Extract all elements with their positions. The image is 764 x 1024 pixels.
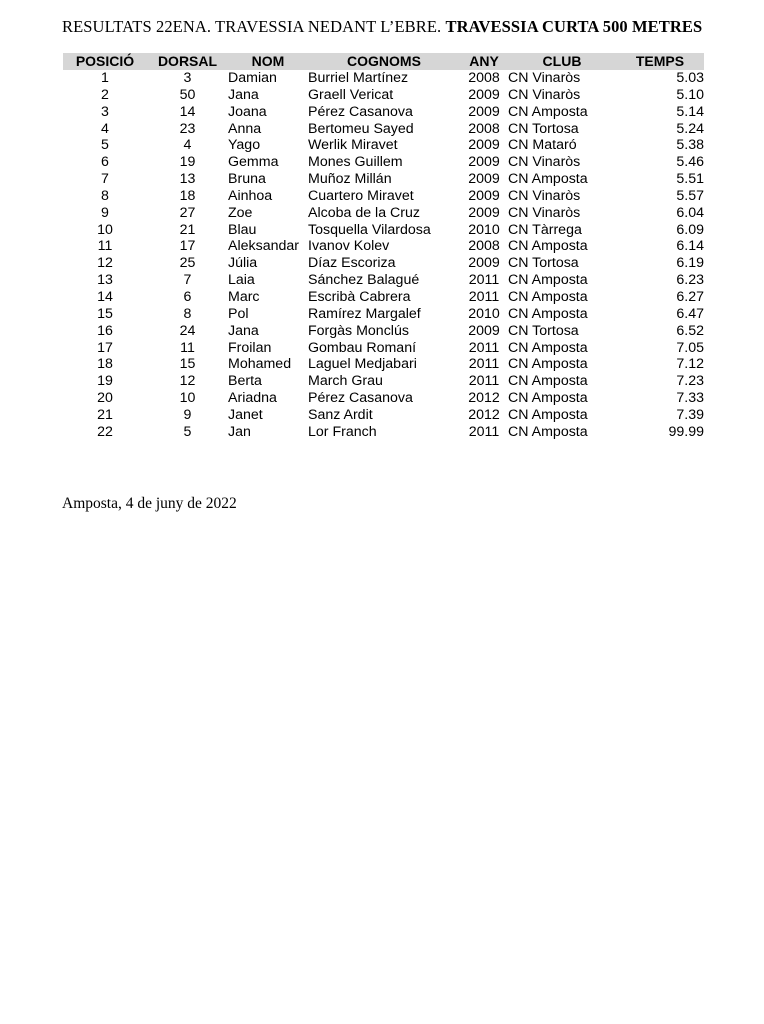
- cell-dorsal: 7: [183, 272, 192, 289]
- cell-temps: 5.03: [676, 70, 704, 86]
- results-table: [63, 53, 704, 441]
- cell-posicio: 22: [97, 423, 113, 440]
- cell-temps: 7.12: [676, 356, 704, 373]
- cell-dorsal: 19: [179, 154, 196, 171]
- cell-dorsal: 15: [179, 356, 196, 373]
- cell-nom: Bruna: [228, 171, 266, 188]
- table-row: [63, 222, 704, 239]
- cell-temps: 5.10: [676, 86, 704, 103]
- cell-cognoms: Alcoba de la Cruz: [308, 204, 420, 221]
- cell-nom: Pol: [228, 305, 249, 322]
- cell-posicio: 17: [97, 339, 113, 356]
- cell-cognoms: Pérez Casanova: [308, 103, 413, 120]
- cell-any: 2009: [468, 187, 500, 204]
- cell-nom: Júlia: [228, 255, 258, 272]
- table-row: [63, 171, 704, 188]
- header-club: CLUB: [508, 53, 616, 70]
- cell-posicio: 6: [101, 154, 109, 171]
- cell-nom: Ariadna: [228, 390, 277, 407]
- cell-club: CN Tortosa: [508, 322, 579, 339]
- document-title: [62, 17, 702, 37]
- table-row: [63, 121, 704, 138]
- cell-posicio: 11: [97, 238, 113, 255]
- cell-any: 2009: [468, 171, 500, 188]
- cell-nom: Aleksandar: [228, 238, 299, 255]
- cell-cognoms: Bertomeu Sayed: [308, 120, 414, 137]
- cell-cognoms: Tosquella Vilardosa: [308, 221, 431, 238]
- cell-cognoms: Laguel Medjabari: [308, 356, 417, 373]
- table-row: [63, 205, 704, 222]
- cell-posicio: 10: [97, 221, 113, 238]
- cell-any: 2011: [468, 373, 500, 390]
- cell-temps: 5.57: [676, 187, 704, 204]
- cell-posicio: 18: [97, 356, 113, 373]
- cell-club: CN Tortosa: [508, 120, 579, 137]
- header-dorsal: DORSAL: [147, 53, 228, 70]
- table-header-row: [63, 53, 704, 70]
- cell-dorsal: 4: [183, 137, 192, 154]
- header-posicio: POSICIÓ: [63, 53, 147, 70]
- table-row: [63, 390, 704, 407]
- cell-nom: Ainhoa: [228, 187, 273, 204]
- cell-temps: 6.23: [676, 272, 704, 289]
- cell-dorsal: 27: [179, 204, 196, 221]
- table-row: [63, 373, 704, 390]
- cell-club: CN Vinaròs: [508, 204, 581, 221]
- cell-temps: 6.52: [676, 322, 704, 339]
- table-row: [63, 137, 704, 154]
- cell-nom: Berta: [228, 373, 262, 390]
- cell-club: CN Amposta: [508, 423, 588, 440]
- cell-dorsal: 18: [179, 187, 196, 204]
- cell-nom: Joana: [228, 103, 267, 120]
- cell-nom: Froilan: [228, 339, 272, 356]
- cell-nom: Zoe: [228, 204, 253, 221]
- cell-cognoms: Cuartero Miravet: [308, 187, 414, 204]
- cell-any: 2012: [468, 406, 500, 423]
- cell-dorsal: 8: [183, 305, 192, 322]
- table-row: [63, 289, 704, 306]
- cell-temps: 7.05: [676, 339, 704, 356]
- cell-nom: Gemma: [228, 154, 279, 171]
- cell-dorsal: 17: [179, 238, 196, 255]
- title-bold: TRAVESSIA CURTA 500 METRES: [445, 17, 703, 36]
- cell-cognoms: Mones Guillem: [308, 154, 403, 171]
- cell-cognoms: Ramírez Margalef: [308, 305, 421, 322]
- cell-dorsal: 24: [179, 322, 196, 339]
- header-nom: NOM: [228, 53, 308, 70]
- cell-club: CN Amposta: [508, 406, 588, 423]
- cell-club: CN Amposta: [508, 373, 588, 390]
- cell-cognoms: Forgàs Monclús: [308, 322, 409, 339]
- cell-dorsal: 3: [183, 70, 192, 86]
- cell-club: CN Amposta: [508, 305, 588, 322]
- cell-any: 2008: [468, 70, 500, 86]
- cell-temps: 7.33: [676, 390, 704, 407]
- cell-dorsal: 14: [179, 103, 196, 120]
- cell-any: 2009: [468, 137, 500, 154]
- cell-posicio: 1: [101, 70, 109, 86]
- cell-temps: 5.46: [676, 154, 704, 171]
- cell-temps: 5.38: [676, 137, 704, 154]
- cell-club: CN Amposta: [508, 339, 588, 356]
- header-temps: TEMPS: [616, 53, 704, 70]
- cell-posicio: 4: [101, 120, 109, 137]
- cell-cognoms: Sánchez Balagué: [308, 272, 420, 289]
- table-row: [63, 340, 704, 357]
- cell-club: CN Vinaròs: [508, 154, 581, 171]
- cell-any: 2011: [468, 356, 500, 373]
- cell-club: CN Amposta: [508, 103, 588, 120]
- cell-any: 2011: [468, 339, 500, 356]
- cell-any: 2010: [468, 305, 500, 322]
- table-row: [63, 272, 704, 289]
- cell-cognoms: Muñoz Millán: [308, 171, 392, 188]
- cell-any: 2009: [468, 204, 500, 221]
- cell-posicio: 13: [97, 272, 113, 289]
- cell-club: CN Amposta: [508, 171, 588, 188]
- cell-club: CN Mataró: [508, 137, 577, 154]
- cell-temps: 99.99: [668, 423, 704, 440]
- cell-cognoms: Burriel Martínez: [308, 70, 409, 86]
- cell-club: CN Tàrrega: [508, 221, 582, 238]
- table-row: [63, 104, 704, 121]
- table-row: [63, 407, 704, 424]
- cell-any: 2012: [468, 390, 500, 407]
- cell-any: 2011: [468, 272, 500, 289]
- document-footer: Amposta, 4 de juny de 2022: [62, 495, 237, 512]
- cell-posicio: 8: [101, 187, 109, 204]
- cell-dorsal: 12: [179, 373, 196, 390]
- cell-nom: Mohamed: [228, 356, 292, 373]
- table-row: [63, 356, 704, 373]
- cell-posicio: 2: [101, 86, 109, 103]
- cell-cognoms: Werlik Miravet: [308, 137, 398, 154]
- cell-club: CN Amposta: [508, 356, 588, 373]
- table-row: [63, 70, 704, 87]
- cell-temps: 6.19: [676, 255, 704, 272]
- cell-club: CN Vinaròs: [508, 86, 581, 103]
- cell-nom: Laia: [228, 272, 255, 289]
- cell-dorsal: 13: [179, 171, 196, 188]
- cell-posicio: 14: [97, 288, 113, 305]
- cell-temps: 5.24: [676, 120, 704, 137]
- cell-posicio: 19: [97, 373, 113, 390]
- cell-posicio: 9: [101, 204, 109, 221]
- cell-dorsal: 5: [183, 423, 192, 440]
- table-row: [63, 424, 704, 441]
- table-row: [63, 188, 704, 205]
- cell-dorsal: 23: [179, 120, 196, 137]
- cell-club: CN Amposta: [508, 238, 588, 255]
- cell-club: CN Tortosa: [508, 255, 579, 272]
- cell-dorsal: 9: [183, 406, 192, 423]
- cell-club: CN Amposta: [508, 272, 588, 289]
- cell-cognoms: Pérez Casanova: [308, 390, 413, 407]
- cell-any: 2009: [468, 103, 500, 120]
- cell-nom: Marc: [228, 288, 260, 305]
- results-body: [63, 70, 704, 441]
- cell-any: 2008: [468, 238, 500, 255]
- cell-temps: 7.39: [676, 406, 704, 423]
- cell-dorsal: 25: [179, 255, 196, 272]
- cell-nom: Jan: [228, 423, 251, 440]
- cell-nom: Damian: [228, 70, 277, 86]
- cell-club: CN Vinaròs: [508, 70, 581, 86]
- cell-cognoms: March Grau: [308, 373, 383, 390]
- cell-posicio: 16: [97, 322, 113, 339]
- cell-temps: 5.14: [676, 103, 704, 120]
- table-row: [63, 323, 704, 340]
- cell-nom: Blau: [228, 221, 257, 238]
- cell-nom: Jana: [228, 86, 259, 103]
- cell-cognoms: Escribà Cabrera: [308, 288, 411, 305]
- cell-dorsal: 6: [183, 288, 192, 305]
- cell-nom: Yago: [228, 137, 261, 154]
- cell-nom: Jana: [228, 322, 259, 339]
- cell-temps: 7.23: [676, 373, 704, 390]
- table-row: [63, 306, 704, 323]
- header-cognoms: COGNOMS: [308, 53, 460, 70]
- cell-nom: Janet: [228, 406, 263, 423]
- cell-temps: 5.51: [676, 171, 704, 188]
- cell-any: 2011: [468, 288, 500, 305]
- cell-club: CN Amposta: [508, 288, 588, 305]
- cell-posicio: 20: [97, 390, 113, 407]
- cell-cognoms: Gombau Romaní: [308, 339, 417, 356]
- cell-temps: 6.04: [676, 204, 704, 221]
- cell-posicio: 12: [97, 255, 113, 272]
- table-row: [63, 154, 704, 171]
- cell-temps: 6.27: [676, 288, 704, 305]
- cell-any: 2009: [468, 322, 500, 339]
- cell-dorsal: 10: [179, 390, 196, 407]
- cell-temps: 6.47: [676, 305, 704, 322]
- cell-cognoms: Díaz Escoriza: [308, 255, 396, 272]
- header-any: ANY: [460, 53, 508, 70]
- cell-nom: Anna: [228, 120, 262, 137]
- cell-any: 2009: [468, 86, 500, 103]
- table-row: [63, 238, 704, 255]
- cell-posicio: 21: [97, 406, 113, 423]
- title-regular: RESULTATS 22ENA. TRAVESSIA NEDANT L’EBRE.: [62, 17, 446, 36]
- cell-any: 2009: [468, 255, 500, 272]
- cell-posicio: 15: [97, 305, 113, 322]
- cell-cognoms: Ivanov Kolev: [308, 238, 390, 255]
- cell-posicio: 7: [101, 171, 109, 188]
- cell-any: 2008: [468, 120, 500, 137]
- table-row: [63, 255, 704, 272]
- cell-cognoms: Lor Franch: [308, 423, 377, 440]
- cell-posicio: 5: [101, 137, 109, 154]
- cell-any: 2010: [468, 221, 500, 238]
- cell-club: CN Vinaròs: [508, 187, 581, 204]
- cell-dorsal: 50: [179, 86, 196, 103]
- table-row: [63, 87, 704, 104]
- cell-temps: 6.09: [676, 221, 704, 238]
- cell-temps: 6.14: [676, 238, 704, 255]
- cell-any: 2011: [468, 423, 500, 440]
- cell-dorsal: 21: [179, 221, 196, 238]
- cell-any: 2009: [468, 154, 500, 171]
- cell-club: CN Amposta: [508, 390, 588, 407]
- cell-cognoms: Sanz Ardit: [308, 406, 373, 423]
- cell-dorsal: 11: [180, 339, 195, 356]
- cell-posicio: 3: [101, 103, 109, 120]
- cell-cognoms: Graell Vericat: [308, 86, 394, 103]
